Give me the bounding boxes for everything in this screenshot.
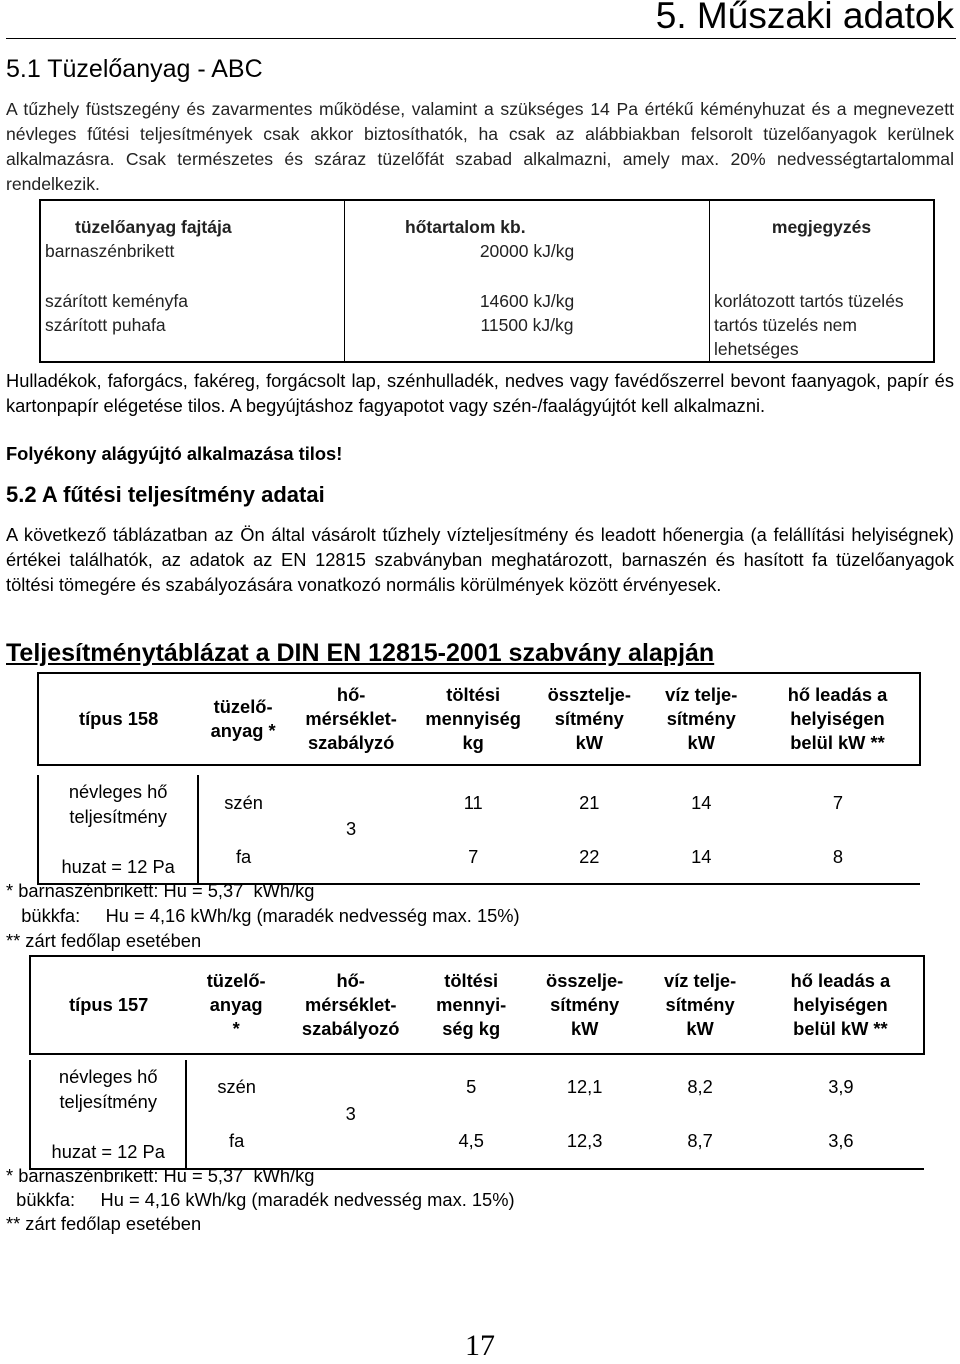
table-row: [40, 313, 934, 362]
performance-table-title: Teljesítménytáblázat a DIN EN 12815-2001 szabvány alapján: [6, 639, 715, 667]
heat-cell: 8: [756, 831, 920, 884]
performance-table-157: [29, 955, 925, 1170]
prohibition-paragraph: Hulladékok, faforgács, fakéreg, forgácsolt lap, szénhulladék, nedves vagy favédőszerrel bevont faanyagok, papír és kartonpapír elégetése tilos. A begyújtáshoz fagyapotot vagy szén-/faalágyújtót kell alkalmazni.: [6, 370, 954, 416]
charge-cell: 7: [414, 831, 532, 884]
fuel-header-type: tüzelőanyag fajtája: [40, 200, 345, 239]
footnote-fuel-brown-coal: * barnaszénbrikett: Hu = 5,37 kWh/kg: [6, 880, 315, 901]
charge-cell: 11: [463, 791, 483, 813]
chapter-title: 5. Műszaki adatok: [655, 0, 954, 36]
note-cell: tartós tüzelés nem lehetséges: [714, 315, 857, 359]
fuel-header-note: megjegyzés: [771, 217, 872, 237]
fuel-cell: szárított keményfa: [40, 289, 345, 313]
heat-cell: 3,9: [828, 1076, 854, 1098]
fuel-cell: szárított puhafa: [40, 313, 345, 362]
header-rule: [6, 38, 956, 39]
water-cell: 14: [647, 831, 756, 884]
thermostat-cell: 3: [286, 1060, 416, 1169]
table-spacer: [38, 765, 920, 775]
row-label-draft: huzat = 12 Pa: [51, 1141, 165, 1162]
fuel-cell: szén: [224, 791, 263, 813]
row-label: [38, 775, 198, 884]
table-header-row: [30, 956, 924, 1054]
type-label: típus 158: [38, 673, 198, 765]
footnote-closed-lid: ** zárt fedőlap esetében: [6, 930, 202, 951]
table-row: [38, 775, 920, 831]
col-thermostat: hő- mérséklet- szabályzó: [288, 673, 414, 765]
liquid-starter-warning: Folyékony alágyújtó alkalmazása tilos!: [6, 443, 343, 464]
heat-cell: 20000 kJ/kg: [345, 239, 710, 289]
col-water-output: víz telje- sítmény kW: [647, 673, 756, 765]
row-label-draft: huzat = 12 Pa: [61, 856, 175, 877]
fuel-header-heat: hőtartalom kb.: [345, 200, 710, 239]
performance-table-158: [37, 672, 921, 885]
footnote-closed-lid: ** zárt fedőlap esetében: [6, 1213, 202, 1234]
water-cell: 8,2: [687, 1076, 713, 1098]
charge-cell: 4,5: [415, 1115, 526, 1170]
type-label: típus 157: [30, 956, 186, 1054]
col-charge: töltési mennyi- ség kg: [415, 956, 526, 1054]
row-label-power: névleges hő teljesítmény: [58, 1066, 158, 1112]
fuel-table: [39, 199, 935, 363]
col-thermostat: hő- mérséklet- szabályozó: [286, 956, 416, 1054]
heat-cell: 3,6: [758, 1115, 924, 1170]
col-fuel: tüzelő- anyag *: [198, 673, 288, 765]
heat-cell: 7: [832, 791, 844, 813]
thermostat-cell: 3: [288, 775, 414, 884]
col-water-output: víz telje- sítmény kW: [642, 956, 757, 1054]
col-total-output: össztelje- sítmény kW: [532, 673, 647, 765]
col-heat-output: hő leadás a helyiségen belül kW **: [756, 673, 920, 765]
col-charge: töltési mennyiség kg: [414, 673, 532, 765]
fuel-cell: fa: [198, 831, 288, 884]
table-row: [40, 239, 934, 289]
footnote-fuel-brown-coal: * barnaszénbrikett: Hu = 5,37 kWh/kg: [6, 1165, 315, 1186]
table-header-row: [38, 673, 920, 765]
col-heat-output: hő leadás a helyiségen belül kW **: [758, 956, 924, 1054]
col-total-output: összelje- sítmény kW: [527, 956, 642, 1054]
fuel-table-header: [40, 200, 934, 239]
water-cell: 14: [691, 791, 712, 813]
fuel-cell: fa: [186, 1115, 285, 1170]
section-title-5-2: 5.2 A fűtési teljesítmény adatai: [6, 482, 325, 507]
water-cell: 8,7: [642, 1115, 757, 1170]
row-label-power: névleges hő teljesítmény: [68, 781, 168, 827]
heat-cell: 14600 kJ/kg: [345, 289, 710, 313]
footnote-fuel-beech: bükkfa: Hu = 4,16 kWh/kg (maradék nedvesség max. 15%): [6, 905, 520, 926]
table-row: [30, 1060, 924, 1115]
section-title-5-1: 5.1 Tüzelőanyag - ABC: [6, 55, 263, 83]
total-cell: 12,1: [566, 1076, 603, 1098]
total-cell: 21: [579, 791, 600, 813]
total-cell: 12,3: [527, 1115, 642, 1170]
table-row: [40, 289, 934, 313]
performance-intro-paragraph: A következő táblázatban az Ön által vásárolt tűzhely vízteljesítmény és leadott hőenergia (a felállítási helyiségnek) értékei találhatók, az adatok az EN 12815 szabványban meghatározott, barnaszén és hasított fa tüzelőanyagok töltési tömegére és szabályozására vonatkozó normális körülmények között érvényesek.: [6, 524, 954, 595]
total-cell: 22: [532, 831, 647, 884]
page-number: 17: [465, 1329, 495, 1362]
footnote-fuel-beech: bükkfa: Hu = 4,16 kWh/kg (maradék nedvesség max. 15%): [6, 1189, 515, 1210]
charge-cell: 5: [466, 1076, 477, 1098]
heat-cell: 11500 kJ/kg: [345, 313, 710, 362]
col-fuel: tüzelő- anyag *: [186, 956, 285, 1054]
intro-paragraph: A tűzhely füstszegény és zavarmentes működése, valamint a szükséges 14 Pa értékű kéményhuzat és a megnevezett névleges fűtési teljesítmények csak akkor biztosíthatók, ha csak az alábbiakban felsorolt tüzelőanyagok kerülnek alkalmazásra. Csak természetes és száraz tüzelőfát szabad alkalmazni, amely max. 20% nedvességtartalommal rendelkezik.: [6, 99, 954, 194]
fuel-cell: szén: [217, 1076, 256, 1098]
fuel-cell: barnaszénbrikett: [40, 239, 345, 289]
row-label: [30, 1060, 186, 1169]
note-cell: korlátozott tartós tüzelés: [714, 291, 904, 311]
note-cell: [710, 239, 935, 289]
